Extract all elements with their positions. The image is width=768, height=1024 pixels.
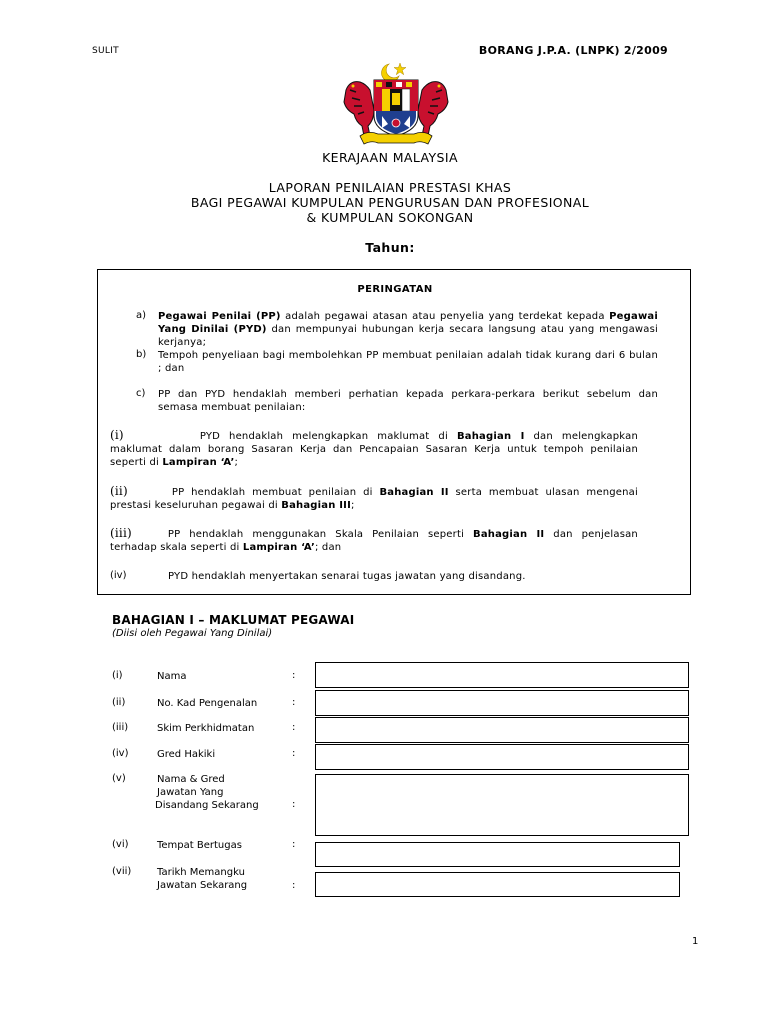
report-title-line1: LAPORAN PENILAIAN PRESTASI KHAS: [268, 180, 512, 195]
warning-b-text: Tempoh penyeliaan bagi membolehkan PP membuat penilaian adalah tidak kurang dari 6 bulan ; dan: [158, 350, 658, 374]
form-code: BORANG J.P.A. (LNPK) 2/2009: [478, 44, 668, 57]
field-colon: :: [292, 670, 296, 681]
warning-iii-part3: ; dan: [314, 542, 342, 553]
warning-ii-marker: (ii): [110, 484, 128, 498]
bahagian-ii-term: Bahagian II: [379, 487, 449, 498]
warning-i-part2: dan melengkapkan maklumat dalam borang Sasaran Kerja dan Pencapaian Sasaran Kerja untuk tempoh penilaian seperti di: [110, 431, 638, 468]
warning-iv-marker: (iv): [110, 570, 127, 581]
warning-iv-text: PYD hendaklah menyertakan senarai tugas jawatan yang disandang.: [168, 571, 526, 582]
year-label: Tahun:: [365, 240, 415, 255]
field-number: (iv): [112, 748, 129, 759]
warning-ii-part3: ;: [351, 500, 355, 511]
bahagian-iii-term: Bahagian III: [281, 500, 351, 511]
field-number: (v): [112, 773, 126, 784]
field-number: (iii): [112, 722, 129, 733]
field-label-tarikh: [157, 866, 247, 892]
gred-field[interactable]: [315, 744, 689, 770]
pyd-term: Pegawai Yang Dinilai (PYD): [158, 311, 658, 335]
warning-iii-part2: dan penjelasan terhadap skala seperti di: [110, 529, 638, 553]
field-label-line: Disandang Sekarang: [155, 800, 259, 811]
field-colon: :: [292, 748, 296, 759]
warning-i-text: [110, 429, 638, 469]
bahagian-ii-term-2: Bahagian II: [473, 529, 545, 540]
lampiran-a-term: Lampiran ‘A’: [162, 457, 235, 468]
tempat-field[interactable]: [315, 842, 680, 867]
bahagian-i-term: Bahagian I: [456, 431, 525, 442]
pp-term: Pegawai Penilai (PP): [158, 311, 281, 322]
warning-title: PERINGATAN: [357, 284, 433, 295]
warning-i-marker: (i): [110, 428, 124, 442]
field-label-nama: Nama: [157, 671, 187, 682]
field-number: (i): [112, 670, 123, 681]
warning-ii-part2: serta membuat ulasan mengenai prestasi keseluruhan pegawai di: [110, 487, 638, 511]
field-number: (ii): [112, 697, 126, 708]
field-number: (vii): [112, 866, 132, 877]
field-label-line: Jawatan Sekarang: [157, 880, 248, 891]
warning-a-text: [158, 310, 658, 349]
lampiran-a-term-2: Lampiran ‘A’: [242, 542, 315, 553]
field-colon: :: [292, 799, 296, 810]
warning-a-marker: a): [136, 310, 147, 321]
warning-box: [97, 269, 691, 595]
report-title: [0, 180, 768, 225]
section-title: BAHAGIAN I – MAKLUMAT PEGAWAI: [112, 613, 355, 627]
warning-ii-text: [110, 485, 638, 512]
field-label-jawatan: [157, 773, 259, 812]
report-title-line2: BAGI PEGAWAI KUMPULAN PENGURUSAN DAN PROFESIONAL: [190, 195, 590, 210]
warning-iii-text: [110, 527, 638, 554]
field-label-tempat: Tempat Bertugas: [157, 840, 242, 851]
malaysia-coat-of-arms-icon: [340, 60, 452, 148]
ic-number-field[interactable]: [315, 690, 689, 716]
warning-i-part1: PYD hendaklah melengkapkan maklumat di: [199, 431, 457, 442]
field-colon: :: [292, 880, 296, 891]
jawatan-field[interactable]: [315, 774, 689, 836]
field-number: (vi): [112, 839, 129, 850]
field-label-line: Tarikh Memangku: [157, 867, 245, 878]
warning-ii-part1: PP hendaklah membuat penilaian di: [171, 487, 380, 498]
warning-i-part3: ;: [234, 457, 239, 468]
field-colon: :: [292, 839, 296, 850]
nama-field[interactable]: [315, 662, 689, 688]
warning-a-part2: dan mempunyai hubungan kerja secara langsung atau yang mengawasi kerjanya;: [158, 324, 658, 348]
field-label-skim: Skim Perkhidmatan: [157, 723, 255, 734]
warning-b-marker: b): [136, 349, 147, 360]
warning-a-part1: adalah pegawai atasan atau penyelia yang terdekat kepada: [280, 311, 610, 322]
field-label-line: Nama & Gred: [157, 774, 225, 785]
field-colon: :: [292, 697, 296, 708]
field-label-ic: No. Kad Pengenalan: [157, 698, 258, 709]
warning-iii-part1: PP hendaklah menggunakan Skala Penilaian seperti: [167, 529, 473, 540]
field-label-gred: Gred Hakiki: [157, 749, 216, 760]
warning-c-text: PP dan PYD hendaklah memberi perhatian kepada perkara-perkara berikut sebelum dan semasa membuat penilaian:: [158, 389, 658, 413]
tarikh-field[interactable]: [315, 872, 680, 897]
section-subtitle: (Diisi oleh Pegawai Yang Dinilai): [112, 628, 273, 639]
skim-field[interactable]: [315, 717, 689, 743]
field-colon: :: [292, 722, 296, 733]
page-number: 1: [692, 936, 699, 947]
classification-label: SULIT: [92, 46, 119, 56]
warning-c-marker: c): [136, 388, 146, 399]
warning-iii-marker: (iii): [110, 526, 132, 540]
government-title: KERAJAAN MALAYSIA: [322, 150, 458, 165]
report-title-line3: & KUMPULAN SOKONGAN: [306, 210, 474, 225]
field-label-line: Jawatan Yang: [157, 787, 224, 798]
